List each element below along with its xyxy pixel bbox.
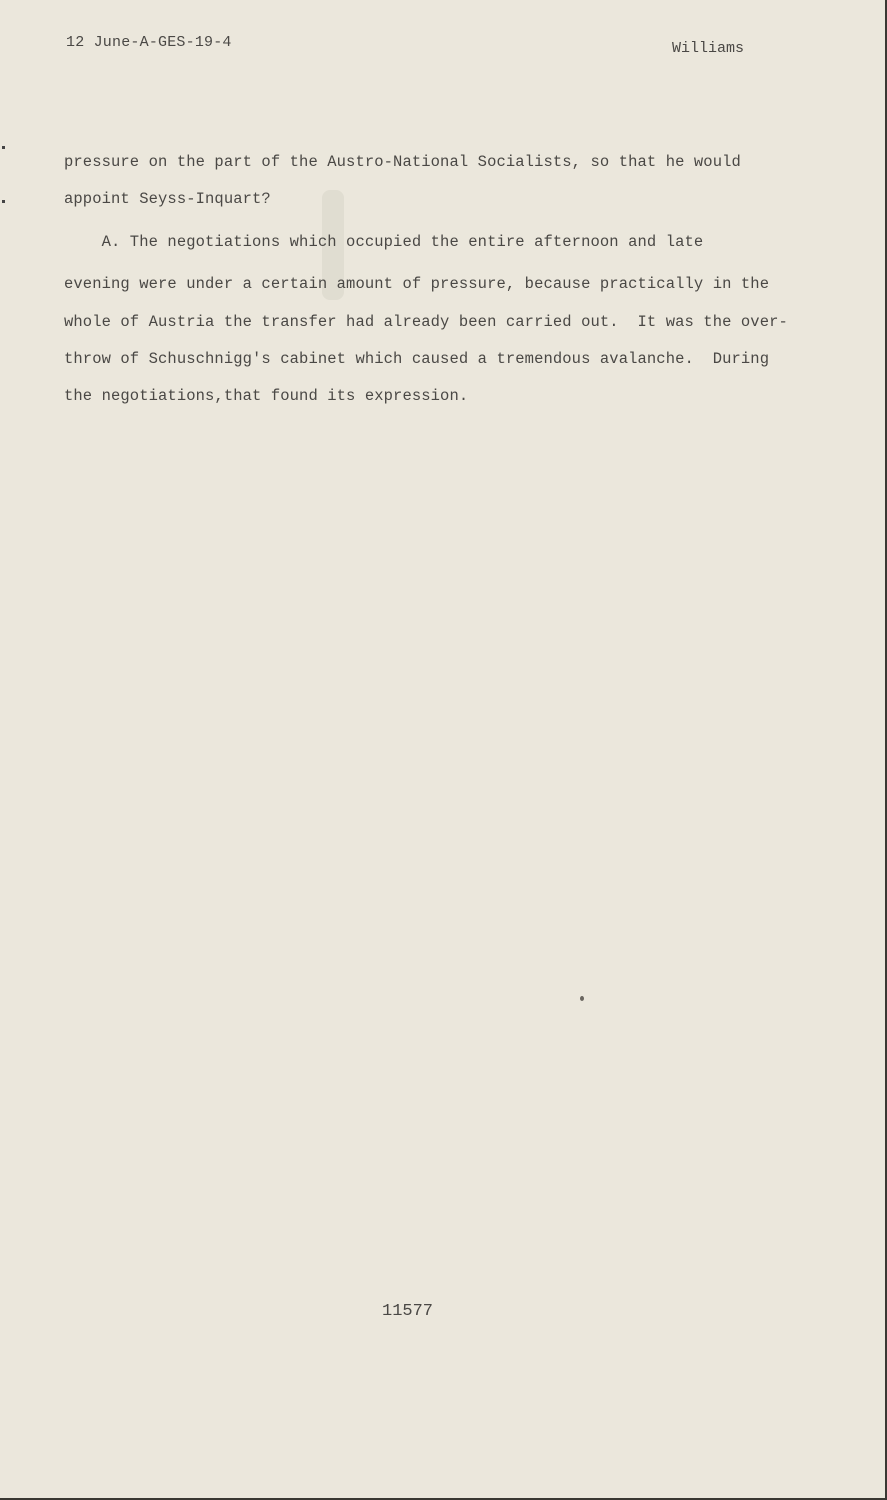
ink-speck <box>580 996 584 1001</box>
punch-mark <box>2 200 5 203</box>
text-line: evening were under a certain amount of pressure, because practically in the <box>64 275 770 293</box>
text-line: pressure on the part of the Austro-National Socialists, so that he would <box>64 153 741 171</box>
header-witness-name: Williams <box>672 40 745 57</box>
text-line: throw of Schuschnigg's cabinet which caused a tremendous avalanche. During <box>64 350 770 368</box>
text-line: the negotiations,that found its expression. <box>64 387 469 405</box>
header-reference: 12 June-A-GES-19-4 <box>66 34 232 51</box>
punch-mark <box>2 146 5 149</box>
page-number: 11577 <box>382 1302 434 1321</box>
text-line: A. The negotiations which occupied the entire afternoon and late <box>64 233 704 251</box>
text-line: appoint Seyss-Inquart? <box>64 190 271 208</box>
text-line: whole of Austria the transfer had already been carried out. It was the over- <box>64 313 788 331</box>
